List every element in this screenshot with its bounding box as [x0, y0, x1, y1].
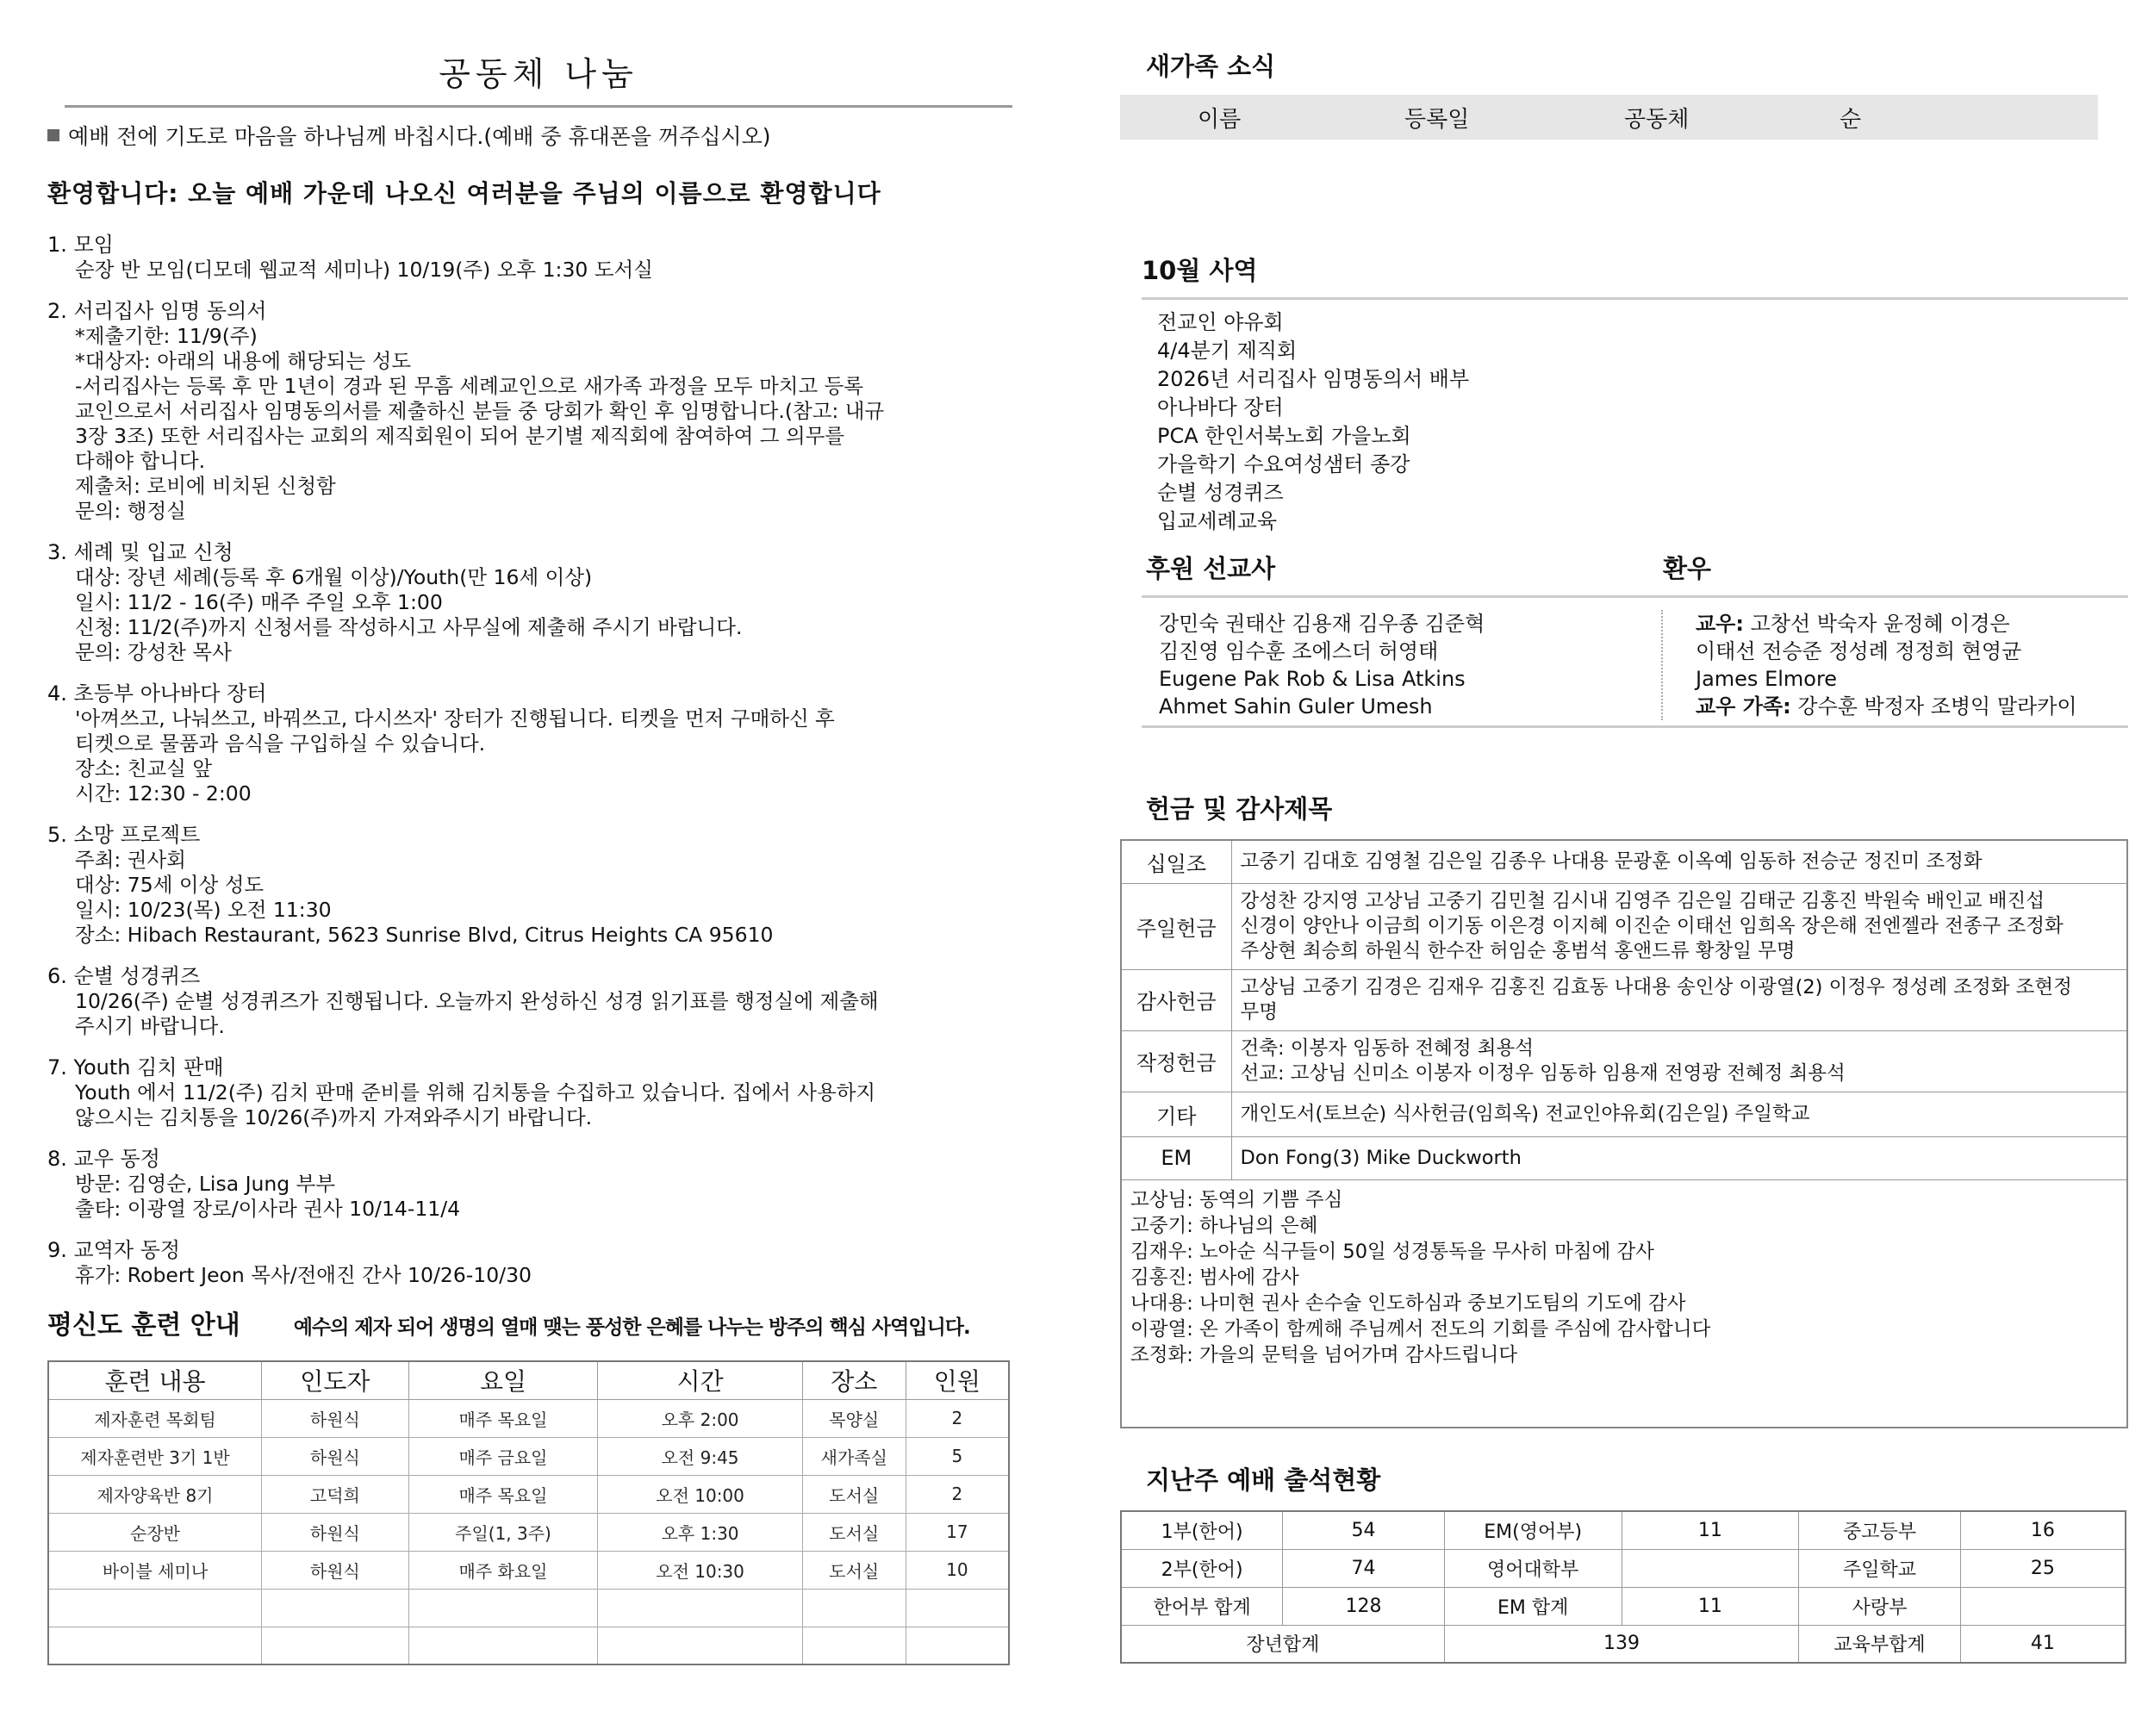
attendance-row — [1121, 1587, 2126, 1625]
table-cell: 오전 10:30 — [598, 1551, 803, 1589]
attendance-table — [1120, 1510, 2126, 1664]
missionary-line: Ahmet Sahin Guler Umesh — [1159, 694, 1433, 719]
table-cell: 오후 2:00 — [598, 1399, 803, 1437]
announcement-line: 시간: 12:30 - 2:00 — [75, 781, 252, 806]
attendance-row — [1121, 1511, 2126, 1549]
attendance-cell: 139 — [1444, 1625, 1798, 1663]
announcement-item — [47, 298, 1021, 524]
attendance-cell: 11 — [1622, 1511, 1799, 1549]
attendance-cell — [1622, 1549, 1799, 1587]
offering-row — [1121, 969, 2127, 1030]
thanks-list — [1121, 1179, 2127, 1428]
right-column — [1120, 47, 2128, 1664]
offering-row — [1121, 1092, 2127, 1136]
announcement-line: 않으시는 김치통을 10/26(주)까지 가져와주시기 바랍니다. — [75, 1105, 593, 1129]
october-section — [1142, 252, 2128, 536]
table-cell — [408, 1627, 598, 1664]
attendance-total-row — [1121, 1625, 2126, 1663]
patient-line-text: James Elmore — [1696, 667, 1838, 691]
page-title: 공동체 나눔 — [65, 47, 1012, 108]
offering-line: 건축: 이봉자 임동하 전혜정 최용석 — [1240, 1036, 1534, 1060]
thanks-item: 나대용: 나미현 권사 손수술 인도하심과 중보기도팀의 기도에 감사 — [1130, 1291, 1686, 1315]
attendance-cell: 사랑부 — [1799, 1587, 1961, 1625]
table-cell — [598, 1627, 803, 1664]
missionary-line: Eugene Pak Rob & Lisa Atkins — [1159, 667, 1466, 691]
announcement-item — [47, 232, 1021, 283]
attendance-cell: 영어대학부 — [1444, 1549, 1622, 1587]
attendance-cell: 1부(한어) — [1121, 1511, 1283, 1549]
offering-names — [1231, 883, 2127, 969]
new-family-col-header: 등록일 — [1404, 106, 1470, 133]
missionaries-title: 후원 선교사 — [1146, 554, 1276, 583]
table-cell: 하원식 — [262, 1399, 409, 1437]
table-cell — [48, 1627, 262, 1664]
table-cell: 5 — [906, 1437, 1009, 1475]
announcement-line: 순장 반 모임(디모데 웹교적 세미나) 10/19(주) 오후 1:30 도서실 — [75, 258, 653, 282]
table-row — [48, 1589, 1009, 1627]
announcement-title: 5. 소망 프로젝트 — [47, 823, 201, 847]
october-item: 입교세례교육 — [1157, 509, 1278, 533]
announcement-line: *대상자: 아래의 내용에 해당되는 성도 — [75, 349, 412, 373]
table-cell: 매주 금요일 — [408, 1437, 598, 1475]
announcement-title: 3. 세례 및 입교 신청 — [47, 540, 233, 564]
attendance-row — [1121, 1549, 2126, 1587]
announcement-title: 6. 순별 성경퀴즈 — [47, 964, 201, 988]
training-table — [47, 1360, 1010, 1665]
announcement-title: 1. 모임 — [47, 233, 114, 257]
announcement-line: 다해야 합니다. — [75, 449, 206, 473]
announcement-line: 휴가: Robert Jeon 목사/전애진 간사 10/26-10/30 — [75, 1263, 532, 1287]
thanks-item: 고상님: 동역의 기쁨 주심 — [1130, 1188, 1343, 1211]
attendance-cell: 128 — [1283, 1587, 1445, 1625]
offering-names — [1231, 1030, 2127, 1092]
table-row — [48, 1627, 1009, 1664]
attendance-cell: 주일학교 — [1799, 1549, 1961, 1587]
offering-label: 감사헌금 — [1121, 969, 1231, 1030]
missionary-patient-section — [1142, 550, 2128, 728]
table-cell: 2 — [906, 1399, 1009, 1437]
patient-line — [1696, 693, 2077, 720]
announcement-line: -서리집사는 등록 후 만 1년이 경과 된 무흠 세례교인으로 새가족 과정을 모두 마치고 등록 — [75, 374, 864, 398]
announcement-line: 대상: 장년 세례(등록 후 6개월 이상)/Youth(만 16세 이상) — [75, 565, 593, 589]
announcement-title: 8. 교우 동정 — [47, 1147, 160, 1171]
offering-line: 신경이 양안나 이금희 이기동 이은경 이지혜 이진순 이태선 임희옥 장은해 전엔젤라 전종구 조정화 — [1240, 914, 2064, 937]
table-cell: 하원식 — [262, 1437, 409, 1475]
table-cell: 하원식 — [262, 1513, 409, 1551]
offering-label: 작정헌금 — [1121, 1030, 1231, 1092]
table-cell — [262, 1627, 409, 1664]
table-cell: 새가족실 — [802, 1437, 906, 1475]
announcement-line: 장소: Hibach Restaurant, 5623 Sunrise Blvd, Citrus Heights CA 95610 — [75, 923, 774, 947]
table-cell — [802, 1627, 906, 1664]
training-col-header: 훈련 내용 — [48, 1361, 262, 1399]
october-title: 10월 사역 — [1142, 256, 1258, 285]
announcement-line: 교인으로서 서리집사 임명동의서를 제출하신 분들 중 당회가 확인 후 임명합니다.(참고: 내규 — [75, 399, 885, 423]
october-item: 2026년 서리집사 임명동의서 배부 — [1157, 367, 1470, 391]
patient-line — [1696, 665, 2077, 693]
table-cell — [906, 1627, 1009, 1664]
announcement-item — [47, 539, 1021, 665]
announcement-line: 일시: 11/2 - 16(주) 매주 주일 오후 1:00 — [75, 590, 443, 614]
table-cell — [598, 1589, 803, 1627]
announcement-line: 방문: 김영순, Lisa Jung 부부 — [75, 1172, 336, 1196]
attendance-cell: 11 — [1622, 1587, 1799, 1625]
announcement-item — [47, 1055, 1021, 1130]
announcement-line: 신청: 11/2(주)까지 신청서를 작성하시고 사무실에 제출해 주시기 바랍니다. — [75, 615, 743, 639]
attendance-cell: EM(영어부) — [1444, 1511, 1622, 1549]
offering-title: 헌금 및 감사제목 — [1146, 794, 1333, 824]
table-cell: 목양실 — [802, 1399, 906, 1437]
offering-names — [1231, 1136, 2127, 1179]
table-cell — [48, 1589, 262, 1627]
october-item: 4/4분기 제직회 — [1157, 339, 1298, 363]
announcement-item — [47, 822, 1021, 948]
thanks-item: 이광열: 온 가족이 함께해 주님께서 전도의 기회를 주심에 감사합니다 — [1130, 1317, 1711, 1341]
october-item: 전교인 야유회 — [1157, 310, 1284, 334]
table-cell: 2 — [906, 1475, 1009, 1513]
october-item: 순별 성경퀴즈 — [1157, 481, 1284, 505]
table-cell: 오후 1:30 — [598, 1513, 803, 1551]
announcement-line: 대상: 75세 이상 성도 — [75, 873, 265, 897]
offering-label: EM — [1121, 1136, 1231, 1179]
announcement-line: 일시: 10/23(목) 오전 11:30 — [75, 898, 332, 922]
training-header — [47, 1304, 1021, 1341]
offering-row — [1121, 1030, 2127, 1092]
thanks-row — [1121, 1179, 2127, 1428]
offering-row — [1121, 840, 2127, 883]
attendance-cell: 중고등부 — [1799, 1511, 1961, 1549]
table-row — [48, 1513, 1009, 1551]
october-item: 아나바다 장터 — [1157, 395, 1284, 420]
table-cell: 도서실 — [802, 1475, 906, 1513]
october-item: PCA 한인서북노회 가을노회 — [1157, 424, 1411, 448]
offering-line: 강성찬 강지영 고상님 고중기 김민철 김시내 김영주 김은일 김태군 김홍진 박원숙 배인교 배진섭 — [1240, 889, 2045, 912]
attendance-title: 지난주 예배 출석현황 — [1146, 1465, 1381, 1495]
patient-line-label: 교우 가족: — [1696, 694, 1791, 719]
table-cell: 순장반 — [48, 1513, 262, 1551]
announcement-line: '아껴쓰고, 나눠쓰고, 바꿔쓰고, 다시쓰자' 장터가 진행됩니다. 티켓을 먼저 구매하신 후 — [75, 706, 835, 731]
intro-line — [47, 120, 1021, 151]
attendance-cell: 장년합계 — [1121, 1625, 1444, 1663]
new-family-title: 새가족 소식 — [1146, 52, 1276, 81]
announcement-line: Youth 에서 11/2(주) 김치 판매 준비를 위해 김치통을 수집하고 있습니다. 집에서 사용하지 — [75, 1080, 876, 1104]
missionary-line: 강민숙 권태산 김용재 김우종 김준혁 — [1159, 612, 1485, 636]
welcome-heading: 환영합니다: 오늘 예배 가운데 나오신 여러분을 주님의 이름으로 환영합니다 — [47, 179, 881, 208]
patient-line-text: 강수훈 박정자 조병익 말라카이 — [1790, 694, 2077, 719]
training-subtitle: 예수의 제자 되어 생명의 열매 맺는 풍성한 은혜를 나누는 방주의 핵심 사역입니다. — [293, 1316, 970, 1339]
attendance-cell: 41 — [1960, 1625, 2126, 1663]
offering-line: 고상님 고중기 김경은 김재우 김홍진 김효동 나대용 송인상 이광열(2) 이정우 정성례 조정화 조현정 — [1240, 975, 2072, 999]
table-cell: 제자양육반 8기 — [48, 1475, 262, 1513]
october-list — [1142, 297, 2128, 536]
announcement-item — [47, 963, 1021, 1039]
table-cell: 17 — [906, 1513, 1009, 1551]
patient-line-text: 고창선 박숙자 윤정혜 이경은 — [1743, 612, 2010, 636]
offering-line: Don Fong(3) Mike Duckworth — [1240, 1146, 1522, 1169]
thanks-item: 고중기: 하나님의 은혜 — [1130, 1214, 1318, 1237]
table-cell: 10 — [906, 1551, 1009, 1589]
table-cell — [906, 1589, 1009, 1627]
new-family-col-header: 이름 — [1198, 106, 1242, 133]
thanks-item: 조정화: 가을의 문턱을 넘어가며 감사드립니다 — [1130, 1343, 1518, 1366]
attendance-cell: 2부(한어) — [1121, 1549, 1283, 1587]
offering-line: 개인도서(토브순) 식사헌금(임희옥) 전교인야유회(김은일) 주일학교 — [1240, 1102, 1810, 1125]
table-cell — [408, 1589, 598, 1627]
offering-row — [1121, 883, 2127, 969]
attendance-cell: EM 합계 — [1444, 1587, 1622, 1625]
offering-label: 십일조 — [1121, 840, 1231, 883]
offering-line: 주상현 최승희 하원식 한수잔 허임순 홍범석 홍앤드류 황창일 무명 — [1240, 939, 1796, 962]
table-cell: 바이블 세미나 — [48, 1551, 262, 1589]
patient-line-label: 교우: — [1696, 612, 1744, 636]
offering-line: 무명 — [1240, 1000, 1278, 1024]
training-col-header: 인원 — [906, 1361, 1009, 1399]
missionary-line: 김진영 임수훈 조에스더 허영태 — [1159, 639, 1439, 663]
attendance-cell — [1960, 1587, 2126, 1625]
table-row — [48, 1551, 1009, 1589]
announcement-line: 문의: 강성찬 목사 — [75, 640, 232, 664]
patient-line — [1696, 638, 2077, 665]
attendance-cell: 54 — [1283, 1511, 1445, 1549]
table-cell: 고덕희 — [262, 1475, 409, 1513]
left-column — [47, 47, 1021, 1665]
training-col-header: 요일 — [408, 1361, 598, 1399]
new-family-col-header: 공동체 — [1624, 106, 1690, 133]
announcement-item — [47, 1146, 1021, 1222]
announcement-line: 티켓으로 물품과 음식을 구입하실 수 있습니다. — [75, 731, 486, 756]
announcement-line: 주시기 바랍니다. — [75, 1014, 225, 1038]
offering-label: 주일헌금 — [1121, 883, 1231, 969]
announcement-line: 10/26(주) 순별 성경퀴즈가 진행됩니다. 오늘까지 완성하신 성경 읽기표를 행정실에 제출해 — [75, 989, 879, 1013]
announcement-line: 3장 3조) 또한 서리집사는 교회의 제직회원이 되어 분기별 제직회에 참여하여 그 의무를 — [75, 424, 845, 448]
patients-title: 환우 — [1663, 554, 1712, 583]
announcement-item — [47, 681, 1021, 806]
offering-names — [1231, 1092, 2127, 1136]
new-family-col-header: 순 — [1840, 106, 1862, 133]
october-item: 가을학기 수요여성샘터 종강 — [1157, 452, 1410, 476]
table-cell: 매주 화요일 — [408, 1551, 598, 1589]
announcement-line: 제출처: 로비에 비치된 신청함 — [75, 474, 336, 498]
announcement-title: 4. 초등부 아나바다 장터 — [47, 681, 267, 706]
patients-list — [1663, 610, 2077, 720]
offering-line: 선교: 고상님 신미소 이봉자 이정우 임동하 임용재 전영광 전혜정 최용석 — [1240, 1061, 1846, 1085]
announcement-line: 장소: 친교실 앞 — [75, 756, 213, 781]
announcement-title: 7. Youth 김치 판매 — [47, 1055, 224, 1080]
thanks-item: 김홍진: 범사에 감사 — [1130, 1266, 1299, 1289]
offering-names — [1231, 969, 2127, 1030]
announcement-list — [47, 232, 1021, 1288]
attendance-cell: 교육부합계 — [1799, 1625, 1961, 1663]
training-title: 평신도 훈련 안내 — [47, 1310, 240, 1341]
table-cell: 매주 목요일 — [408, 1475, 598, 1513]
table-cell — [802, 1589, 906, 1627]
offering-label: 기타 — [1121, 1092, 1231, 1136]
offering-names — [1231, 840, 2127, 883]
announcement-title: 2. 서리집사 임명 동의서 — [47, 299, 267, 323]
intro-text: 예배 전에 기도로 마음을 하나님께 바칩시다.(예배 중 휴대폰을 꺼주십시오) — [68, 124, 771, 149]
table-row — [48, 1475, 1009, 1513]
patient-line-text: 이태선 전승준 정성례 정정희 현영균 — [1696, 639, 2022, 663]
announcement-line: 주최: 권사회 — [75, 848, 186, 872]
table-cell: 도서실 — [802, 1513, 906, 1551]
new-family-header-bar — [1120, 95, 2098, 140]
table-cell — [262, 1589, 409, 1627]
table-row — [48, 1437, 1009, 1475]
announcement-line: *제출기한: 11/9(주) — [75, 324, 258, 348]
table-cell: 오전 10:00 — [598, 1475, 803, 1513]
table-row — [48, 1399, 1009, 1437]
training-col-header: 시간 — [598, 1361, 803, 1399]
table-cell: 매주 목요일 — [408, 1399, 598, 1437]
attendance-cell: 25 — [1960, 1549, 2126, 1587]
offering-row — [1121, 1136, 2127, 1179]
announcement-line: 문의: 행정실 — [75, 499, 186, 523]
table-cell: 주일(1, 3주) — [408, 1513, 598, 1551]
thanks-item: 김재우: 노아순 식구들이 50일 성경통독을 무사히 마침에 감사 — [1130, 1240, 1654, 1263]
table-cell: 오전 9:45 — [598, 1437, 803, 1475]
announcement-title: 9. 교역자 동정 — [47, 1238, 181, 1262]
patient-line — [1696, 610, 2077, 638]
training-col-header: 장소 — [802, 1361, 906, 1399]
bullet-square-icon — [47, 129, 59, 141]
attendance-cell: 74 — [1283, 1549, 1445, 1587]
table-cell: 제자훈련 목회팀 — [48, 1399, 262, 1437]
attendance-cell: 한어부 합계 — [1121, 1587, 1283, 1625]
announcement-line: 출타: 이광열 장로/이사라 권사 10/14-11/4 — [75, 1197, 461, 1221]
table-cell: 하원식 — [262, 1551, 409, 1589]
training-col-header: 인도자 — [262, 1361, 409, 1399]
table-cell: 도서실 — [802, 1551, 906, 1589]
offering-line: 고중기 김대호 김영철 김은일 김종우 나대용 문광훈 이옥예 임동하 전승군 정진미 조정화 — [1240, 849, 1983, 873]
attendance-cell: 16 — [1960, 1511, 2126, 1549]
announcement-item — [47, 1237, 1021, 1288]
offering-table — [1120, 839, 2128, 1428]
missionaries-list — [1142, 610, 1663, 720]
training-table-header — [48, 1361, 1009, 1399]
table-cell: 제자훈련반 3기 1반 — [48, 1437, 262, 1475]
